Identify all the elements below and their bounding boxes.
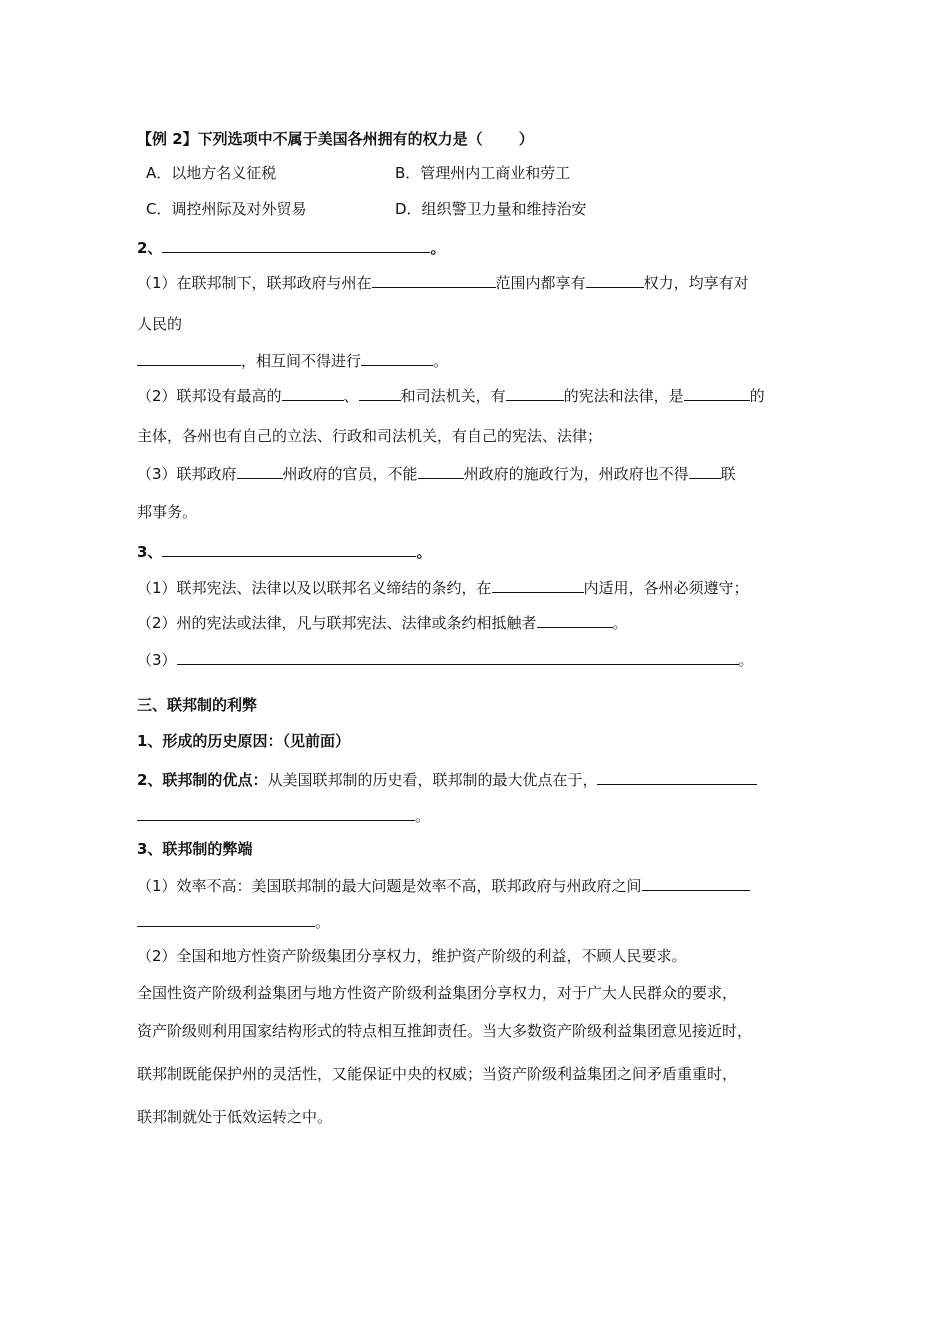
punctuation: 。: [415, 807, 431, 825]
section-heading: 三、联邦制的利弊: [137, 696, 258, 714]
text-segment: 范围内都享有: [495, 274, 586, 292]
text-segment: 的宪法和法律，是: [563, 387, 684, 405]
answer-space[interactable]: [483, 128, 519, 144]
blank-field[interactable]: [282, 384, 344, 401]
punctuation: 。: [430, 239, 446, 257]
advantages-line: [137, 768, 757, 790]
text-segment: 从美国联邦制的历史看，联邦制的最大优点在于，: [267, 771, 598, 789]
blank-field[interactable]: [597, 768, 757, 785]
section-3-item-1: [137, 576, 749, 598]
punctuation: 。: [738, 651, 754, 669]
blank-field[interactable]: [162, 540, 416, 557]
blank-field[interactable]: [137, 910, 315, 927]
text-segment: 权力，均享有对: [643, 274, 749, 292]
text-segment: （3）: [137, 651, 177, 669]
example-label: 【例 2】: [137, 130, 198, 148]
paragraph-line: 资产阶级则利用国家结构形式的特点相互推卸责任。当大多数资产阶级利益集团意见接近时，: [137, 1022, 753, 1040]
disadvantages-heading: 3、联邦制的弊端: [137, 840, 253, 858]
paragraph-line: 联邦制既能保护州的灵活性，又能保证中央的权威；当资产阶级利益集团之间矛盾重重时，: [137, 1065, 738, 1083]
section-2-item-3-cont: 邦事务。: [137, 503, 198, 521]
section-2-item-2-cont: 主体，各州也有自己的立法、行政和司法机关，有自己的宪法、法律；: [137, 427, 603, 445]
advantages-line-cont: [137, 804, 430, 826]
option-a: A．以地方名义征税: [146, 164, 277, 182]
section-2-item-3: [137, 462, 736, 484]
blank-field[interactable]: [684, 384, 750, 401]
history-reason-heading: 1、形成的历史原因：（见前面）: [137, 732, 350, 750]
option-d: D．组织警卫力量和维持治安: [395, 200, 587, 218]
blank-field[interactable]: [137, 804, 415, 821]
punctuation: 。: [612, 614, 628, 632]
section-2-item-1: [137, 271, 749, 293]
section-2-heading: [137, 236, 445, 258]
blank-field[interactable]: [361, 349, 433, 366]
example-question: [137, 128, 534, 149]
blank-field[interactable]: [492, 576, 584, 593]
text-segment: （1）在联邦制下，联邦政府与州在: [137, 274, 372, 292]
section-2-item-2: [137, 384, 765, 406]
text-segment: 州政府的施政行为，州政府也不得: [463, 465, 689, 483]
blank-field[interactable]: [359, 384, 401, 401]
disadvantage-2: （2）全国和地方性资产阶级集团分享权力，维护资产阶级的利益，不顾人民要求。: [137, 947, 687, 965]
blank-field[interactable]: [177, 648, 739, 665]
section-3-heading: [137, 540, 431, 562]
section-3-item-3: [137, 648, 754, 670]
section-3-number: 3、: [137, 543, 163, 561]
section-2-item-1-cont2: [137, 349, 448, 371]
example-question-text: 下列选项中不属于美国各州拥有的权力是（: [197, 130, 483, 148]
text-segment: ，相互间不得进行: [241, 352, 362, 370]
text-segment: （2）联邦设有最高的: [137, 387, 282, 405]
section-2-item-1-cont: 人民的: [137, 315, 183, 333]
example-question-close: ）: [518, 130, 534, 148]
text-segment: （2）州的宪法或法律，凡与联邦宪法、法律或条约相抵触者: [137, 614, 537, 632]
advantages-heading: 2、联邦制的优点：: [137, 771, 268, 789]
text-segment: 的: [749, 387, 765, 405]
punctuation: 。: [315, 913, 331, 931]
section-3-item-2: [137, 611, 628, 633]
text-segment: 内适用，各州必须遵守；: [583, 579, 749, 597]
blank-field[interactable]: [162, 236, 430, 253]
blank-field[interactable]: [237, 462, 283, 479]
text-segment: 联: [720, 465, 736, 483]
blank-field[interactable]: [137, 349, 241, 366]
blank-field[interactable]: [586, 271, 644, 288]
blank-field[interactable]: [689, 462, 721, 479]
text-segment: （1）效率不高：美国联邦制的最大问题是效率不高，联邦政府与州政府之间: [137, 877, 642, 895]
punctuation: 。: [433, 352, 449, 370]
blank-field[interactable]: [537, 611, 613, 628]
text-segment: 和司法机关，有: [400, 387, 506, 405]
text-segment: （3）联邦政府: [137, 465, 237, 483]
option-b: B．管理州内工商业和劳工: [395, 164, 571, 182]
blank-field[interactable]: [642, 874, 750, 891]
paragraph-line: 联邦制就处于低效运转之中。: [137, 1108, 333, 1126]
punctuation: 。: [416, 543, 432, 561]
paragraph-line: 全国性资产阶级利益集团与地方性资产阶级利益集团分享权力，对于广大人民群众的要求，: [137, 984, 738, 1002]
section-2-number: 2、: [137, 239, 163, 257]
disadvantage-1-cont: [137, 910, 330, 932]
blank-field[interactable]: [506, 384, 564, 401]
punctuation: 、: [343, 387, 359, 405]
blank-field[interactable]: [372, 271, 496, 288]
disadvantage-1: [137, 874, 750, 896]
option-c: C．调控州际及对外贸易: [146, 200, 307, 218]
blank-field[interactable]: [418, 462, 464, 479]
text-segment: （1）联邦宪法、法律以及以联邦名义缔结的条约，在: [137, 579, 492, 597]
text-segment: 州政府的官员，不能: [282, 465, 418, 483]
